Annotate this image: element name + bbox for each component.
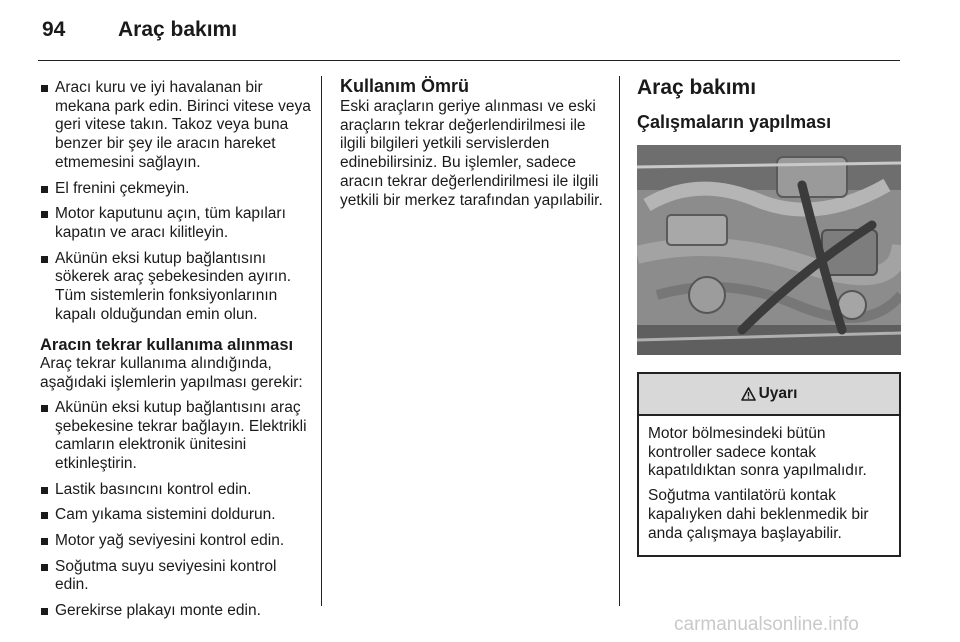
column-divider-2 bbox=[619, 76, 620, 606]
bullet-list-recommission bbox=[40, 399, 312, 621]
column-right bbox=[637, 75, 901, 557]
list-item: Motor kaputunu açın, tüm kapıları kapatın ve aracı kilitleyin. bbox=[40, 205, 312, 242]
section-heading-recommission: Aracın tekrar kullanıma alınması bbox=[40, 336, 294, 355]
list-item: Akünün eksi kutup bağlantısını araç şebekesine tekrar bağlayın. Elektrikli camların elektronik ünitesini etkinleştirin. bbox=[40, 399, 312, 474]
list-item: Gerekirse plakayı monte edin. bbox=[40, 602, 312, 621]
list-item: Lastik basıncını kontrol edin. bbox=[40, 481, 312, 500]
warning-paragraph: Soğutma vantilatörü kontak kapalıyken dahi beklenmedik bir anda çalışmaya başlayabilir. bbox=[648, 487, 869, 542]
warning-triangle-icon bbox=[741, 387, 756, 401]
list-item: Soğutma suyu seviyesini kontrol edin. bbox=[40, 558, 312, 595]
care-heading: Araç bakımı bbox=[637, 76, 757, 99]
bullet-list-storage bbox=[40, 79, 312, 324]
column-middle bbox=[340, 75, 608, 216]
lifetime-body: Eski araçların geriye alınması ve eski araçların tekrar değerlendirilmesi ile ilgili bilgileri yetkili servislerden edinebilirsiniz. Bu işlemler, sadece aracın tekrar değerlendirilmesi ile ilgili yetkili bir merkez tarafından yapılabilir. bbox=[340, 98, 603, 209]
list-item: Aracı kuru ve iyi havalanan bir mekana park edin. Birinci vitese veya geri vitese takın. Takoz veya buna benzer bir şey ile aracın hareket etmemesini sağlayın. bbox=[40, 79, 312, 173]
warning-paragraph: Motor bölmesindeki bütün kontroller sadece kontak kapatıldıktan sonra yapılmalıdır. bbox=[648, 425, 867, 480]
list-item: El frenini çekmeyin. bbox=[40, 180, 312, 199]
page-title: Araç bakımı bbox=[118, 18, 238, 41]
page-number: 94 bbox=[42, 18, 66, 41]
watermark: carmanualsonline.info bbox=[674, 614, 859, 635]
warning-title: Uyarı bbox=[758, 384, 798, 402]
work-subheading: Çalışmaların yapılması bbox=[637, 112, 832, 132]
header-rule bbox=[38, 60, 900, 61]
section-intro: Araç tekrar kullanıma alındığında, aşağıdaki işlemlerin yapılması gerekir: bbox=[40, 355, 303, 392]
list-item: Akünün eksi kutup bağlantısını sökerek araç şebekesinden ayırın. Tüm sistemlerin fonksiyonlarının kapalı olduğundan emin olun. bbox=[40, 250, 312, 325]
warning-body bbox=[639, 416, 899, 555]
list-item: Cam yıkama sistemini doldurun. bbox=[40, 506, 312, 525]
column-divider-1 bbox=[321, 76, 322, 606]
warning-header bbox=[639, 374, 899, 416]
column-left bbox=[40, 79, 312, 628]
warning-box bbox=[637, 372, 901, 557]
lifetime-heading: Kullanım Ömrü bbox=[340, 76, 470, 96]
list-item: Motor yağ seviyesini kontrol edin. bbox=[40, 532, 312, 551]
engine-bay-photo bbox=[637, 145, 901, 355]
